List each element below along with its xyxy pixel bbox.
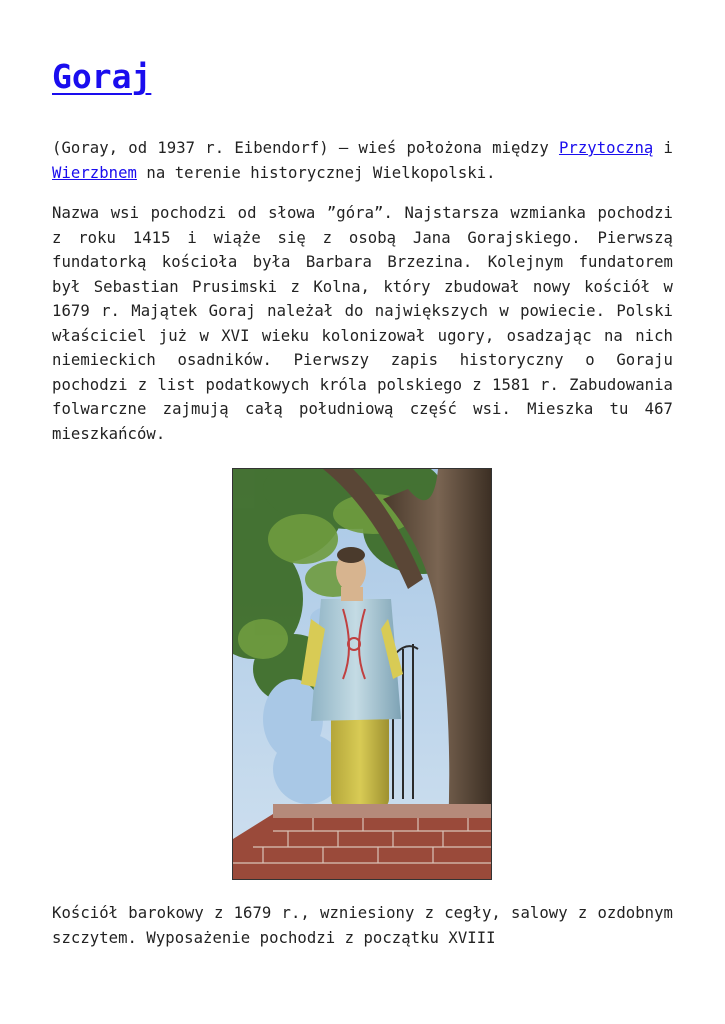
intro-paragraph	[52, 136, 673, 185]
page-title	[52, 56, 151, 98]
link-przytoczna[interactable]: Przytoczną	[558, 139, 654, 157]
intro-text-3: na terenie historycznej Wielkopolski.	[136, 163, 496, 182]
link-wierzbnem[interactable]: Wierzbnem	[52, 163, 137, 182]
title-link[interactable]: Goraj	[52, 57, 152, 96]
intro-text-2: i	[653, 139, 673, 157]
church-paragraph: Kościół barokowy z 1679 r., wzniesiony z cegły, salowy z ozdobnym szczytem. Wyposażenie pochodzi z początku XVIII	[52, 904, 673, 947]
intro-text-1: (Goray, od 1937 r. Eibendorf) – wieś położona między	[52, 139, 559, 157]
history-paragraph: Nazwa wsi pochodzi od słowa ”góra”. Najstarsza wzmianka pochodzi z roku 1415 i wiąże się z osobą Jana Gorajskiego. Pierwszą fundatorką kościoła była Barbara Brzezina. Kolejnym fundatorem był Sebastian Prusimski z Kolna, który zbudował nowy kościół w 1679 r. Majątek Goraj należał do największych w powiecie. Polski właściciel już w XVI wieku kolonizował ugory, osadzając na nich niemieckich osadników. Pierwszy zapis historyczny o Goraju pochodzi z list podatkowych króla polskiego z 1581 r. Zabudowania folwarczne zajmują całą południową część wsi. Mieszka tu 467 mieszkańców.	[52, 204, 673, 443]
statue-photo	[232, 468, 492, 880]
